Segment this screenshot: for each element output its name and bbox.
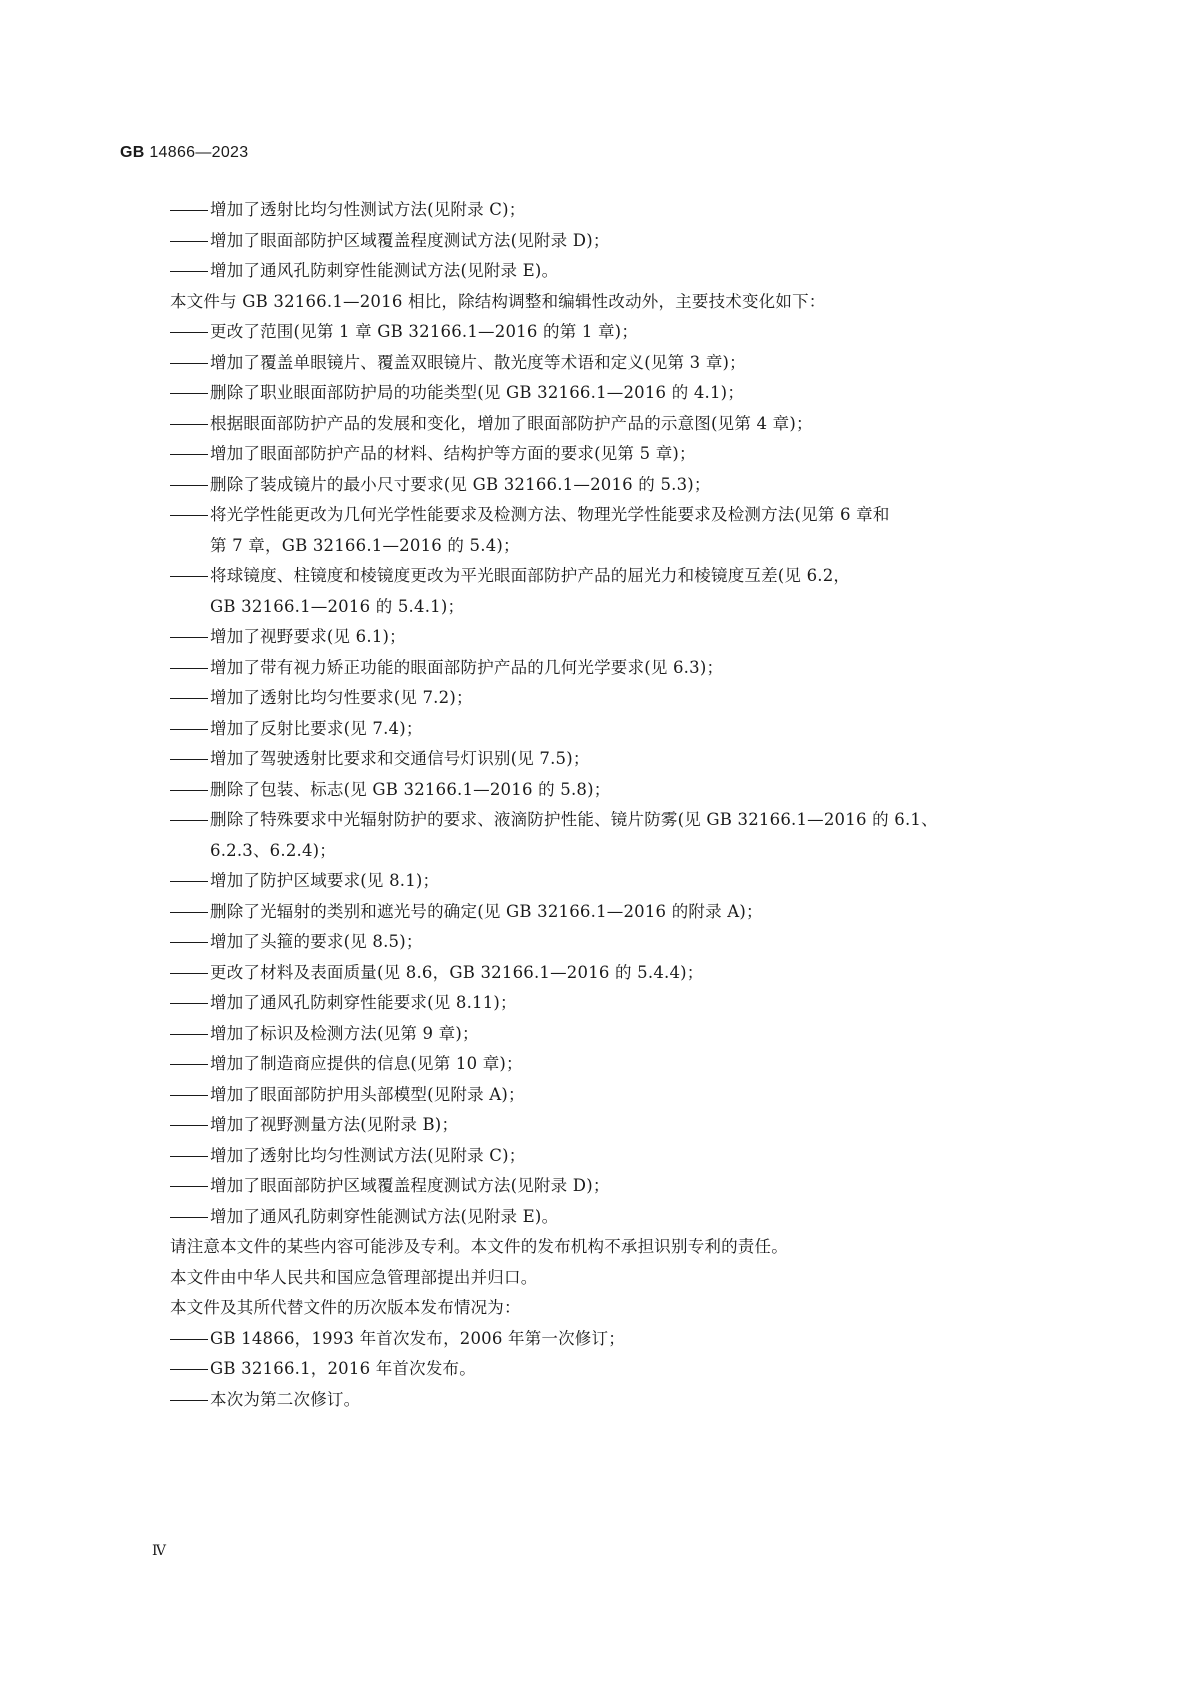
line-text: 增加了防护区域要求(见 8.1)； <box>210 871 440 890</box>
list-dash <box>170 668 208 669</box>
list-item <box>170 439 1080 470</box>
standard-number: 14866—2023 <box>149 144 249 161</box>
line-text: 增加了头箍的要求(见 8.5)； <box>210 932 423 951</box>
line-text: 增加了透射比均匀性测试方法(见附录 C)； <box>210 1145 526 1165</box>
line-text: 将球镜度、柱镜度和棱镜度更改为平光眼面部防护产品的屈光力和棱镜度互差(见 6.2， <box>210 566 851 585</box>
line-text: 本次为第二次修订。 <box>210 1389 361 1409</box>
list-item-continuation <box>170 592 1080 623</box>
line-text: 增加了视野测量方法(见附录 B)； <box>210 1115 459 1134</box>
list-item <box>170 348 1080 379</box>
list-dash <box>170 973 208 974</box>
list-dash <box>170 637 208 638</box>
line-text: 更改了材料及表面质量(见 8.6，GB 32166.1—2016 的 5.4.4)； <box>210 962 704 982</box>
list-item <box>170 988 1080 1019</box>
list-dash <box>170 698 208 699</box>
list-dash <box>170 1186 208 1187</box>
line-text: GB 14866，1993 年首次发布，2006 年第一次修订； <box>210 1328 625 1348</box>
list-item <box>170 378 1080 409</box>
list-dash <box>170 363 208 364</box>
list-item <box>170 317 1080 348</box>
line-text: 更改了范围(见第 1 章 GB 32166.1—2016 的第 1 章)； <box>210 322 639 341</box>
list-item <box>170 897 1080 928</box>
list-dash <box>170 576 208 577</box>
line-text: GB 32166.1—2016 的 5.4.1)； <box>210 596 465 616</box>
line-text: 增加了眼面部防护产品的材料、结构护等方面的要求(见第 5 章)； <box>210 444 696 463</box>
list-dash <box>170 241 208 242</box>
list-dash <box>170 1125 208 1126</box>
list-dash <box>170 332 208 333</box>
standard-code: GB <box>120 144 145 161</box>
line-text: 删除了包装、标志(见 GB 32166.1—2016 的 5.8)； <box>210 779 611 799</box>
list-item <box>170 256 1080 287</box>
list-item <box>170 653 1080 684</box>
list-item <box>170 1385 1080 1416</box>
list-dash <box>170 1339 208 1340</box>
list-dash <box>170 1003 208 1004</box>
list-dash <box>170 820 208 821</box>
line-text: 增加了透射比均匀性测试方法(见附录 C)； <box>210 200 526 219</box>
list-item <box>170 561 1080 592</box>
list-item <box>170 805 1080 836</box>
line-text: 增加了带有视力矫正功能的眼面部防护产品的几何光学要求(见 6.3)； <box>210 657 724 677</box>
line-text: 增加了通风孔防刺穿性能要求(见 8.11)； <box>210 993 517 1012</box>
list-item <box>170 1141 1080 1172</box>
list-item <box>170 683 1080 714</box>
list-item <box>170 714 1080 745</box>
paragraph <box>170 1293 1080 1324</box>
line-text: 将光学性能更改为几何光学性能要求及检测方法、物理光学性能要求及检测方法(见第 6 章和 <box>210 505 890 524</box>
list-item <box>170 958 1080 989</box>
list-dash <box>170 1064 208 1065</box>
line-text: 增加了反射比要求(见 7.4)； <box>210 718 423 738</box>
line-text: 增加了制造商应提供的信息(见第 10 章)； <box>210 1054 523 1073</box>
list-item-continuation <box>170 836 1080 867</box>
line-text: 增加了标识及检测方法(见第 9 章)； <box>210 1023 479 1043</box>
list-item <box>170 866 1080 897</box>
line-text: 增加了眼面部防护区域覆盖程度测试方法(见附录 D)； <box>210 230 610 250</box>
list-dash <box>170 210 208 211</box>
list-dash <box>170 759 208 760</box>
list-item <box>170 775 1080 806</box>
line-text: GB 32166.1，2016 年首次发布。 <box>210 1359 476 1378</box>
list-dash <box>170 942 208 943</box>
line-text: 请注意本文件的某些内容可能涉及专利。本文件的发布机构不承担识别专利的责任。 <box>170 1237 788 1256</box>
list-dash <box>170 485 208 486</box>
line-text: 增加了视野要求(见 6.1)； <box>210 627 406 646</box>
list-item <box>170 927 1080 958</box>
paragraph <box>170 1263 1080 1294</box>
list-dash <box>170 729 208 730</box>
list-item <box>170 1171 1080 1202</box>
list-dash <box>170 393 208 394</box>
document-header <box>120 143 248 163</box>
line-text: 本文件由中华人民共和国应急管理部提出并归口。 <box>170 1267 538 1287</box>
list-dash <box>170 1217 208 1218</box>
list-item <box>170 226 1080 257</box>
list-item <box>170 1049 1080 1080</box>
line-text: 6.2.3、6.2.4)； <box>210 840 337 860</box>
page-number: Ⅳ <box>152 1543 166 1559</box>
list-dash <box>170 454 208 455</box>
list-item-continuation <box>170 531 1080 562</box>
list-item <box>170 744 1080 775</box>
list-dash <box>170 881 208 882</box>
list-dash <box>170 424 208 425</box>
line-text: 增加了驾驶透射比要求和交通信号灯识别(见 7.5)； <box>210 749 590 768</box>
list-dash <box>170 515 208 516</box>
list-dash <box>170 1095 208 1096</box>
document-body <box>170 195 1080 1415</box>
list-item <box>170 1080 1080 1111</box>
line-text: 删除了特殊要求中光辐射防护的要求、液滴防护性能、镜片防雾(见 GB 32166.1—2016 的 6.1、 <box>210 810 938 829</box>
list-dash <box>170 1156 208 1157</box>
list-dash <box>170 271 208 272</box>
line-text: 根据眼面部防护产品的发展和变化，增加了眼面部防护产品的示意图(见第 4 章)； <box>210 413 813 433</box>
list-item <box>170 195 1080 226</box>
line-text: 增加了通风孔防刺穿性能测试方法(见附录 E)。 <box>210 261 559 280</box>
list-item <box>170 500 1080 531</box>
line-text: 删除了光辐射的类别和遮光号的确定(见 GB 32166.1—2016 的附录 A)； <box>210 901 763 921</box>
line-text: 增加了眼面部防护区域覆盖程度测试方法(见附录 D)； <box>210 1176 610 1195</box>
list-dash <box>170 1400 208 1401</box>
line-text: 增加了眼面部防护用头部模型(见附录 A)； <box>210 1084 525 1104</box>
paragraph <box>170 1232 1080 1263</box>
list-dash <box>170 790 208 791</box>
list-item <box>170 1324 1080 1355</box>
line-text: 增加了透射比均匀性要求(见 7.2)； <box>210 688 473 707</box>
paragraph <box>170 287 1080 318</box>
line-text: 本文件及其所代替文件的历次版本发布情况为： <box>170 1298 521 1317</box>
list-item <box>170 1202 1080 1233</box>
list-item <box>170 409 1080 440</box>
list-item <box>170 622 1080 653</box>
list-item <box>170 1110 1080 1141</box>
list-item <box>170 1019 1080 1050</box>
list-dash <box>170 1369 208 1370</box>
list-item <box>170 470 1080 501</box>
line-text: 增加了通风孔防刺穿性能测试方法(见附录 E)。 <box>210 1206 559 1226</box>
line-text: 删除了职业眼面部防护局的功能类型(见 GB 32166.1—2016 的 4.1)； <box>210 383 745 402</box>
line-text: 第 7 章，GB 32166.1—2016 的 5.4)； <box>210 535 520 555</box>
list-item <box>170 1354 1080 1385</box>
list-dash <box>170 912 208 913</box>
line-text: 增加了覆盖单眼镜片、覆盖双眼镜片、散光度等术语和定义(见第 3 章)； <box>210 352 746 372</box>
list-dash <box>170 1034 208 1035</box>
line-text: 删除了装成镜片的最小尺寸要求(见 GB 32166.1—2016 的 5.3)； <box>210 474 711 494</box>
line-text: 本文件与 GB 32166.1—2016 相比，除结构调整和编辑性改动外，主要技术变化如下： <box>170 291 826 311</box>
